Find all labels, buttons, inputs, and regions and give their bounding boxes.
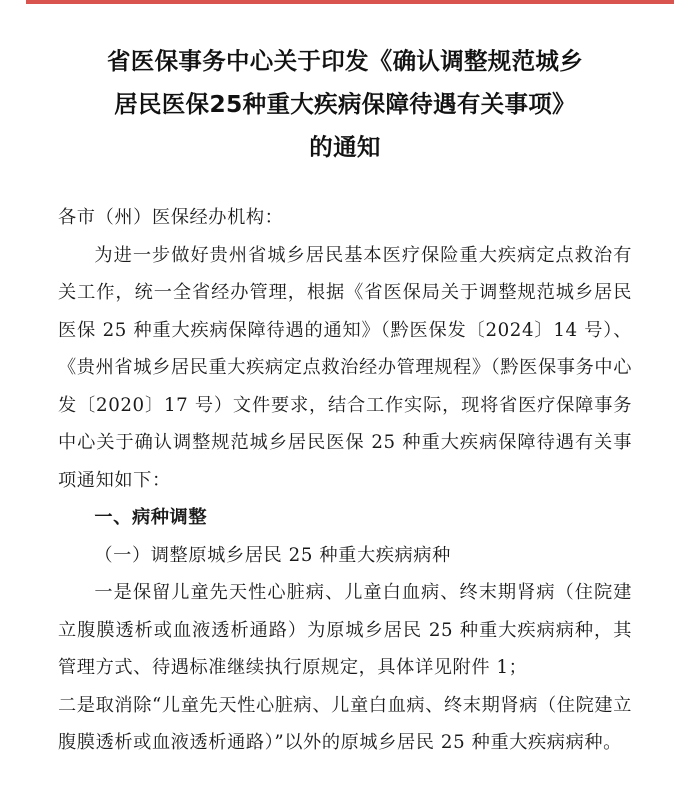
document-title (58, 40, 632, 169)
addressee: 各市（州）医保经办机构： (58, 207, 284, 228)
title-line-3: 的通知 (309, 133, 381, 161)
top-red-rule (26, 0, 674, 4)
document-page (58, 40, 632, 762)
section-heading-disease-adjustment: 一、病种调整 (94, 507, 208, 528)
item-cancel-diseases: 二是取消除“儿童先天性心脏病、儿童白血病、终末期肾病（住院建立腹膜透析或血液透析通路）”以外的原城乡居民 25 种重大疾病病种。 (58, 694, 632, 753)
item-retain-diseases: 一是保留儿童先天性心脏病、儿童白血病、终末期肾病（住院建立腹膜透析或血液透析通路）为原城乡居民 25 种重大疾病病种，其管理方式、待遇标准继续执行原规定，具体详见附件 1； (58, 582, 632, 678)
intro-paragraph: 为进一步做好贵州省城乡居民基本医疗保险重大疾病定点救治有关工作，统一全省经办管理，根据《省医保局关于调整规范城乡居民医保 25 种重大疾病保障待遇的通知》（黔医保发〔2024〕14 号）、《贵州省城乡居民重大疾病定点救治经办管理规程》（黔医保事务中心发〔2020〕17 号）文件要求，结合工作实际，现将省医疗保障事务中心关于确认调整规范城乡居民医保 25 种重大疾病保障待遇有关事项通知如下： (58, 244, 632, 491)
title-line-1: 省医保事务中心关于印发《确认调整规范城乡 (107, 47, 583, 75)
subsection-heading-adjust-original-diseases: （一）调整原城乡居民 25 种重大疾病病种 (94, 544, 451, 566)
title-line-2: 居民医保25种重大疾病保障待遇有关事项》 (114, 90, 576, 118)
